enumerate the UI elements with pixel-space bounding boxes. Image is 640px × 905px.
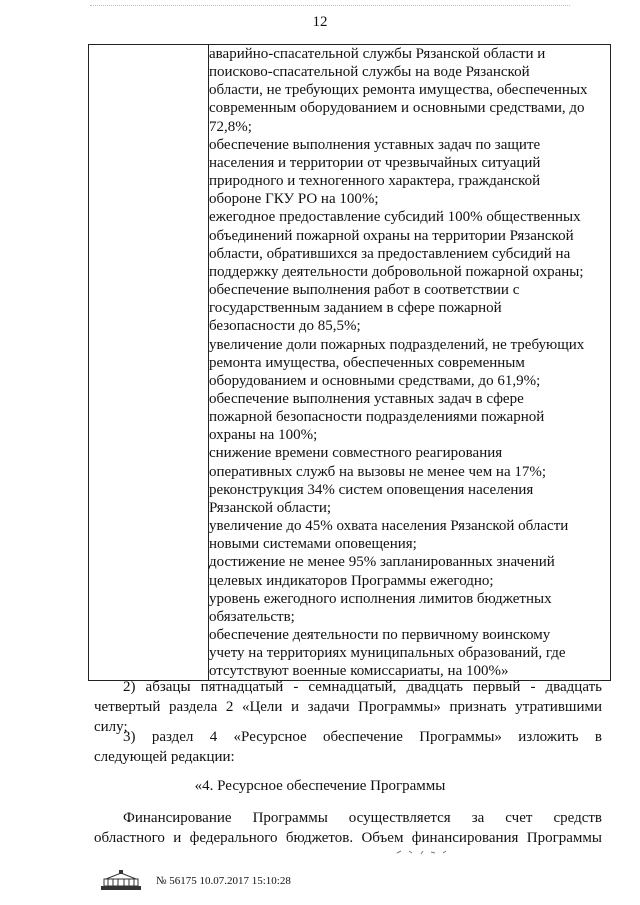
table-text-line: поисково-спасательной службы на воде Рязанской [209, 64, 530, 81]
section-heading: «4. Ресурсное обеспечение Программы [194, 778, 446, 794]
paragraph-line: силу; [94, 719, 128, 735]
table-text-line: новыми системами оповещения; [209, 536, 417, 553]
paragraph-line: Финансирование Программы осуществляется за счет средств [123, 810, 602, 826]
table-text-line: природного и техногенного характера, гражданской [209, 173, 541, 190]
table-text-line: отсутствуют военные комиссариаты, на 100%» [209, 663, 509, 680]
table-text-line: обеспечение деятельности по первичному воинскому [209, 627, 551, 643]
targets-table [88, 44, 611, 681]
table-text-line: обеспечение выполнения работ в соответствии с [209, 282, 520, 299]
table-text-line: 72,8%; [209, 118, 252, 135]
document-id: № 56175 10.07.2017 15:10:28 [156, 875, 291, 887]
paragraph-financing [94, 808, 602, 848]
table-text-line: области, не требующих ремонта имущества, обеспеченных [209, 82, 588, 99]
table-text-line: населения и территории от чрезвычайных ситуаций [209, 154, 541, 171]
table-text-line: целевых индикаторов Программы ежегодно; [209, 572, 494, 589]
table-text-line: реконструкция 34% систем оповещения населения [209, 481, 534, 498]
table-text-line: достижение не менее 95% запланированных значений [209, 554, 555, 571]
paragraph-line: областного и федерального бюджетов. Объем финансирования Программы [94, 830, 602, 846]
table-text-line: аварийно-спасательной службы Рязанской области и [209, 46, 546, 62]
table-text-line: безопасности до 85,5%; [209, 318, 361, 335]
scan-noise-line [90, 5, 570, 7]
table-text-line: пожарной безопасности подразделениями пожарной [209, 409, 545, 426]
table-cell-right [209, 45, 611, 681]
table-text-line: оперативных служб на вызовы не менее чем на 17%; [209, 463, 547, 480]
table-text-line: государственным заданием в сфере пожарной [209, 300, 502, 317]
table-text-line: объединений пожарной охраны на территории Рязанской [209, 227, 574, 244]
table-text-line: ежегодное предоставление субсидий 100% общественных [209, 209, 581, 226]
table-text-line: охраны на 100%; [209, 427, 318, 444]
paragraph-section-4 [94, 727, 602, 767]
table-text-line: ремонта имущества, обеспеченных современным [209, 354, 525, 371]
table-text-line: обеспечение выполнения уставных задач по защите [209, 136, 541, 153]
paragraph-line: 2) абзацы пятнадцатый - семнадцатый, двадцать первый - двадцать [123, 679, 602, 695]
paragraph-line: следующей редакции: [94, 749, 235, 765]
table-text-line: увеличение до 45% охвата населения Рязанской области [209, 518, 569, 535]
table-text-line: обеспечение выполнения уставных задач в сфере [209, 390, 524, 407]
page-number: 12 [312, 14, 328, 30]
table-text-line: поддержку деятельности добровольной пожарной охраны; [209, 263, 584, 280]
paragraph-line: четвертый раздела 2 «Цели и задачи Программы» признать утратившими [94, 699, 602, 715]
document-footer [100, 868, 291, 894]
table-text-line: оборудованием и основными средствами, до 61,9%; [209, 372, 541, 389]
table-text-line: современным оборудованием и основными средствами, до [209, 100, 585, 117]
table-text-line: снижение времени совместного реагирования [209, 445, 503, 462]
table-row [89, 45, 611, 681]
table-text-line: Рязанской области; [209, 499, 332, 516]
government-building-stamp-icon [100, 870, 142, 892]
table-cell-left [89, 45, 209, 681]
table-text-line: уровень ежегодного исполнения лимитов бюджетных [209, 590, 552, 607]
table-text-line: области, обратившихся за предоставлением субсидий на [209, 245, 571, 262]
scan-mark [395, 845, 455, 857]
paragraph-line: 3) раздел 4 «Ресурсное обеспечение Программы» изложить в [123, 729, 602, 745]
table-text-line: увеличение доли пожарных подразделений, не требующих [209, 336, 585, 353]
table-text-line: учету на территориях муниципальных образований, где [209, 645, 566, 662]
table-text-line: обороне ГКУ РО на 100%; [209, 191, 379, 208]
table-text-line: обязательств; [209, 608, 295, 625]
